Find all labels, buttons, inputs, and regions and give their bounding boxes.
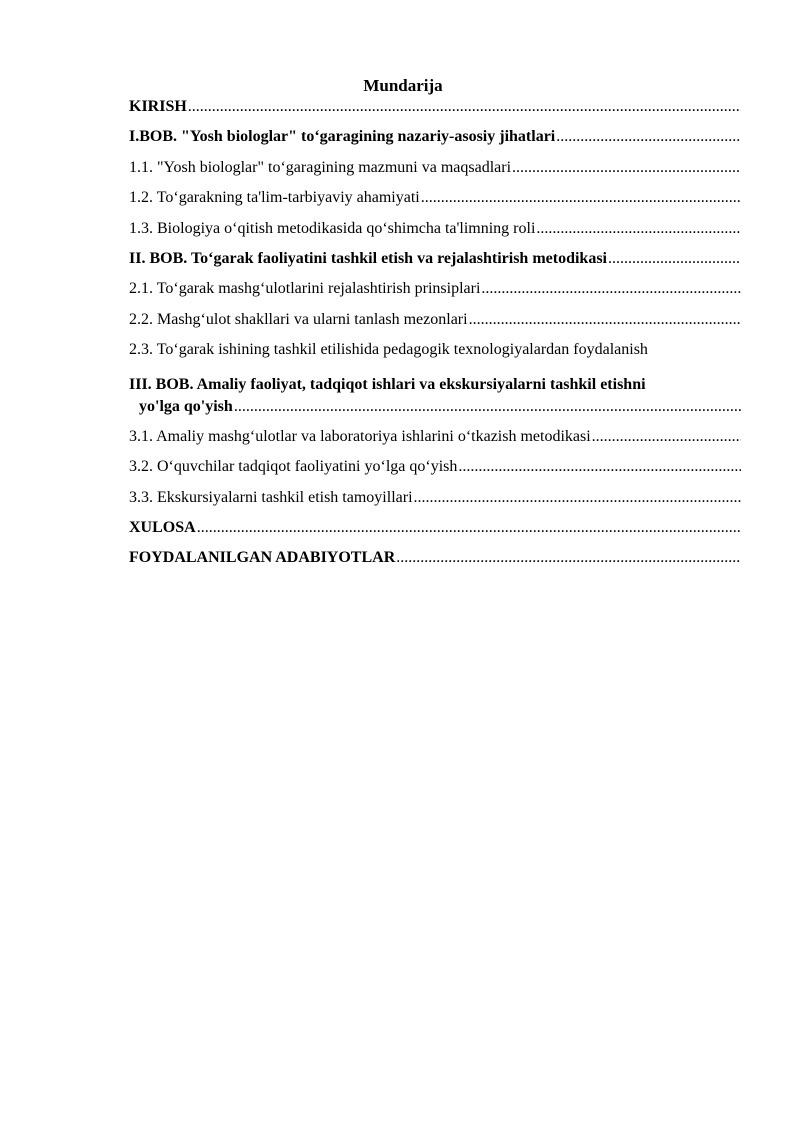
toc-entry-label: 3.2. O‘quvchilar tadqiqot faoliyatini yo‘lga qo‘yish [129, 458, 458, 476]
toc-entry-label: 1.3. Biologiya o‘qitish metodikasida qo‘shimcha ta'limning roli [129, 219, 536, 237]
toc-entry-chapter-3[interactable] [129, 372, 741, 428]
toc-entry-label: XULOSA [129, 519, 196, 537]
toc-entry-1-2[interactable] [129, 189, 741, 219]
toc-entry-label: II. BOB. To‘garak faoliyatini tashkil etish va rejalashtirish metodikasi [129, 249, 607, 267]
toc-entry-references[interactable] [129, 549, 741, 579]
toc-entry-label: FOYDALANILGAN ADABIYOTLAR [129, 549, 396, 567]
toc-entry-label: 1.2. To‘garakning ta'lim-tarbiyaviy ahamiyati [129, 189, 420, 207]
dot-leader [234, 398, 741, 416]
toc-entry-3-2[interactable] [129, 458, 741, 488]
toc-entry-3-1[interactable] [129, 428, 741, 458]
toc-entry-1-3[interactable] [129, 220, 741, 250]
toc-entry-label: 3.1. Amaliy mashg‘ulotlar va laboratoriya ishlarini o‘tkazish metodikasi [129, 427, 591, 445]
toc-entry-label: 2.1. To‘garak mashg‘ulotlarini rejalashtirish prinsiplari [129, 280, 481, 298]
toc-entry-xulosa[interactable] [129, 519, 741, 549]
dot-leader [458, 458, 741, 476]
toc-entry-2-2[interactable] [129, 311, 741, 341]
dot-leader [421, 189, 741, 207]
dot-leader [414, 489, 741, 507]
toc-entry-label: KIRISH [129, 98, 187, 115]
dot-leader [197, 519, 741, 537]
dot-leader [396, 549, 741, 567]
toc-entry-label: I.BOB. "Yosh biologlar" to‘garagining nazariy-asosiy jihatlari [129, 128, 556, 146]
toc-entry-label: 3.3. Ekskursiyalarni tashkil etish tamoyillari [129, 488, 413, 506]
table-of-contents [129, 98, 741, 580]
toc-entry-label: 2.2. Mashg‘ulot shakllari va ularni tanlash mezonlari [129, 310, 468, 328]
dot-leader [556, 128, 741, 146]
dot-leader [536, 220, 741, 238]
toc-entry-label: 2.3. To‘garak ishining tashkil etilishida pedagogik texnologiyalardan foydalanish [129, 341, 648, 359]
dot-leader [608, 250, 741, 268]
toc-entry-2-1[interactable] [129, 280, 741, 310]
toc-entry-kirish[interactable] [129, 98, 741, 128]
toc-entry-3-3[interactable] [129, 489, 741, 519]
dot-leader [188, 98, 741, 116]
dot-leader [592, 428, 741, 446]
toc-entry-chapter-1[interactable] [129, 128, 741, 158]
dot-leader [469, 311, 741, 329]
toc-entry-1-1[interactable] [129, 159, 741, 189]
toc-entry-chapter-2[interactable] [129, 250, 741, 280]
dot-leader [481, 280, 741, 298]
page-title: Mundarija [363, 76, 443, 95]
toc-entry-label: III. BOB. Amaliy faoliyat, tadqiqot ishlari va ekskursiyalarni tashkil etishni [129, 375, 646, 393]
toc-entry-continuation [129, 398, 741, 428]
dot-leader [512, 159, 741, 177]
toc-entry-label: 1.1. "Yosh biologlar" to‘garagining mazmuni va maqsadlari [129, 158, 512, 176]
toc-entry-2-3[interactable] [129, 341, 741, 371]
toc-entry-label-continued: yo'lga qo'yish [139, 397, 233, 415]
